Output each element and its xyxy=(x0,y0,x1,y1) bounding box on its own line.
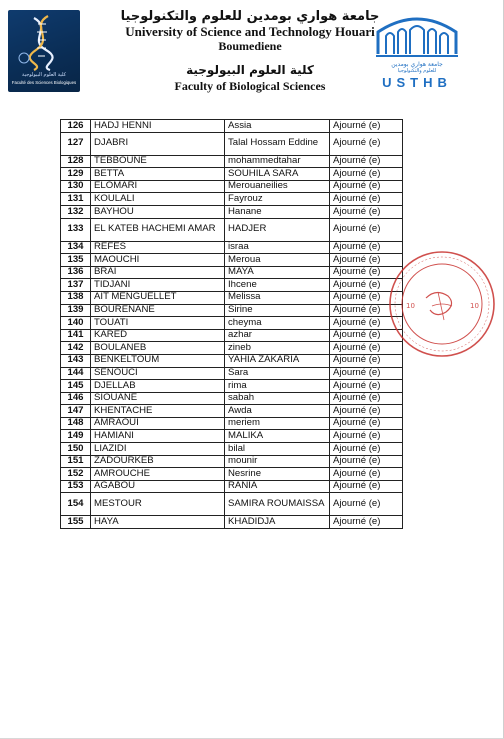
last-name-cell: MAOUCHI xyxy=(91,254,225,267)
row-number: 142 xyxy=(61,342,91,355)
table-row xyxy=(61,304,403,317)
table-row xyxy=(61,291,403,304)
decision-cell: Ajourné (e) xyxy=(330,317,403,330)
first-name-cell: Meroua xyxy=(225,254,330,267)
table-row xyxy=(61,329,403,342)
first-name-cell: mounir xyxy=(225,455,330,468)
decision-cell: Ajourné (e) xyxy=(330,342,403,355)
svg-text:10: 10 xyxy=(406,302,415,310)
table-row xyxy=(61,468,403,481)
first-name-cell: Fayrouz xyxy=(225,193,330,206)
row-number: 151 xyxy=(61,455,91,468)
row-number: 144 xyxy=(61,367,91,380)
last-name-cell: BRAI xyxy=(91,266,225,279)
first-name-cell: Melissa xyxy=(225,291,330,304)
table-row xyxy=(61,266,403,279)
last-name-cell: SENOUCI xyxy=(91,367,225,380)
first-name-cell: mohammedtahar xyxy=(225,155,330,168)
first-name-cell: azhar xyxy=(225,329,330,342)
first-name-cell: Hanane xyxy=(225,205,330,218)
row-number: 136 xyxy=(61,266,91,279)
first-name-cell: Awda xyxy=(225,405,330,418)
table-row xyxy=(61,120,403,133)
row-number: 154 xyxy=(61,493,91,516)
first-name-cell: Talal Hossam Eddine xyxy=(225,132,330,155)
row-number: 133 xyxy=(61,218,91,241)
table-row xyxy=(61,254,403,267)
last-name-cell: HAMIANI xyxy=(91,430,225,443)
first-name-cell: MALIKA xyxy=(225,430,330,443)
decision-cell: Ajourné (e) xyxy=(330,493,403,516)
university-name-arabic: جامعة هواري بومدين للعلوم والتكنولوجيا xyxy=(120,9,380,24)
row-number: 130 xyxy=(61,180,91,193)
row-number: 152 xyxy=(61,468,91,481)
decision-cell: Ajourné (e) xyxy=(330,168,403,181)
decision-cell: Ajourné (e) xyxy=(330,279,403,292)
last-name-cell: BOURENANE xyxy=(91,304,225,317)
table-row xyxy=(61,443,403,456)
last-name-cell: TIDJANI xyxy=(91,279,225,292)
usthb-arches-icon xyxy=(374,10,460,60)
first-name-cell: israa xyxy=(225,241,330,254)
table-row xyxy=(61,430,403,443)
table-row xyxy=(61,218,403,241)
first-name-cell: Sirine xyxy=(225,304,330,317)
row-number: 143 xyxy=(61,354,91,367)
first-name-cell: HADJER xyxy=(225,218,330,241)
last-name-cell: REFES xyxy=(91,241,225,254)
table-row xyxy=(61,493,403,516)
results-table xyxy=(60,119,403,529)
row-number: 138 xyxy=(61,291,91,304)
last-name-cell: TEBBOUNE xyxy=(91,155,225,168)
row-number: 155 xyxy=(61,516,91,529)
row-number: 149 xyxy=(61,430,91,443)
decision-cell: Ajourné (e) xyxy=(330,218,403,241)
table-row xyxy=(61,241,403,254)
decision-cell: Ajourné (e) xyxy=(330,380,403,393)
decision-cell: Ajourné (e) xyxy=(330,354,403,367)
row-number: 147 xyxy=(61,405,91,418)
table-row xyxy=(61,405,403,418)
decision-cell: Ajourné (e) xyxy=(330,468,403,481)
last-name-cell: DJELLAB xyxy=(91,380,225,393)
faculty-name-arabic: كلية العلوم البيولوجية xyxy=(186,63,314,77)
row-number: 137 xyxy=(61,279,91,292)
usthb-acronym: USTHB xyxy=(382,75,452,90)
last-name-cell: BAYHOU xyxy=(91,205,225,218)
university-name-line1: University of Science and Technology Houari xyxy=(125,24,375,39)
table-row xyxy=(61,132,403,155)
table-row xyxy=(61,417,403,430)
results-table-body xyxy=(61,120,403,529)
decision-cell: Ajourné (e) xyxy=(330,132,403,155)
row-number: 127 xyxy=(61,132,91,155)
row-number: 153 xyxy=(61,480,91,493)
table-row xyxy=(61,342,403,355)
last-name-cell: LIAZIDI xyxy=(91,443,225,456)
row-number: 128 xyxy=(61,155,91,168)
row-number: 145 xyxy=(61,380,91,393)
row-number: 134 xyxy=(61,241,91,254)
last-name-cell: ELOMARI xyxy=(91,180,225,193)
table-row xyxy=(61,480,403,493)
decision-cell: Ajourné (e) xyxy=(330,417,403,430)
decision-cell: Ajourné (e) xyxy=(330,155,403,168)
table-row xyxy=(61,180,403,193)
table-row xyxy=(61,155,403,168)
first-name-cell: SAMIRA ROUMAISSA xyxy=(225,493,330,516)
last-name-cell: SIOUANE xyxy=(91,392,225,405)
row-number: 148 xyxy=(61,417,91,430)
usthb-logo xyxy=(374,10,460,92)
first-name-cell: MAYA xyxy=(225,266,330,279)
decision-cell: Ajourné (e) xyxy=(330,193,403,206)
faculty-logo xyxy=(8,10,80,92)
first-name-cell: meriem xyxy=(225,417,330,430)
table-row xyxy=(61,279,403,292)
last-name-cell: HADJ HENNI xyxy=(91,120,225,133)
table-row xyxy=(61,516,403,529)
decision-cell: Ajourné (e) xyxy=(330,291,403,304)
decision-cell: Ajourné (e) xyxy=(330,180,403,193)
decision-cell: Ajourné (e) xyxy=(330,367,403,380)
first-name-cell: SOUHILA SARA xyxy=(225,168,330,181)
logo-arabic-text: كلية العلوم البيولوجية xyxy=(22,72,66,78)
row-number: 139 xyxy=(61,304,91,317)
faculty-name: Faculty of Biological Sciences xyxy=(174,79,326,93)
last-name-cell: AGABOU xyxy=(91,480,225,493)
table-row xyxy=(61,354,403,367)
svg-text:10: 10 xyxy=(470,302,479,310)
last-name-cell: KHENTACHE xyxy=(91,405,225,418)
last-name-cell: BOULANEB xyxy=(91,342,225,355)
decision-cell: Ajourné (e) xyxy=(330,241,403,254)
first-name-cell: Ihcene xyxy=(225,279,330,292)
first-name-cell: cheyma xyxy=(225,317,330,330)
table-row xyxy=(61,380,403,393)
table-row xyxy=(61,367,403,380)
first-name-cell: Nesrine xyxy=(225,468,330,481)
decision-cell: Ajourné (e) xyxy=(330,120,403,133)
first-name-cell: bilal xyxy=(225,443,330,456)
last-name-cell: MESTOUR xyxy=(91,493,225,516)
last-name-cell: BETTA xyxy=(91,168,225,181)
last-name-cell: AMRAOUI xyxy=(91,417,225,430)
last-name-cell: AMROUCHE xyxy=(91,468,225,481)
first-name-cell: Merouaneilies xyxy=(225,180,330,193)
decision-cell: Ajourné (e) xyxy=(330,516,403,529)
logo-caption: Faculté des Sciences Biologiques xyxy=(11,80,77,85)
decision-cell: Ajourné (e) xyxy=(330,304,403,317)
first-name-cell: KHADIDJA xyxy=(225,516,330,529)
first-name-cell: Sara xyxy=(225,367,330,380)
table-row xyxy=(61,455,403,468)
usthb-arabic-line2: للعلوم والتكنولوجيا xyxy=(397,68,437,74)
decision-cell: Ajourné (e) xyxy=(330,480,403,493)
last-name-cell: KOULALI xyxy=(91,193,225,206)
row-number: 150 xyxy=(61,443,91,456)
dna-icon xyxy=(8,10,80,72)
row-number: 135 xyxy=(61,254,91,267)
row-number: 141 xyxy=(61,329,91,342)
table-row xyxy=(61,193,403,206)
table-row xyxy=(61,168,403,181)
last-name-cell: BENKELTOUM xyxy=(91,354,225,367)
last-name-cell: TOUATI xyxy=(91,317,225,330)
decision-cell: Ajourné (e) xyxy=(330,405,403,418)
decision-cell: Ajourné (e) xyxy=(330,254,403,267)
first-name-cell: rima xyxy=(225,380,330,393)
decision-cell: Ajourné (e) xyxy=(330,205,403,218)
decision-cell: Ajourné (e) xyxy=(330,392,403,405)
last-name-cell: DJABRI xyxy=(91,132,225,155)
first-name-cell: sabah xyxy=(225,392,330,405)
decision-cell: Ajourné (e) xyxy=(330,329,403,342)
last-name-cell: KARED xyxy=(91,329,225,342)
last-name-cell: AIT MENGUELLET xyxy=(91,291,225,304)
row-number: 132 xyxy=(61,205,91,218)
row-number: 131 xyxy=(61,193,91,206)
first-name-cell: zineb xyxy=(225,342,330,355)
row-number: 146 xyxy=(61,392,91,405)
last-name-cell: ZADOURKEB xyxy=(91,455,225,468)
first-name-cell: Assia xyxy=(225,120,330,133)
table-row xyxy=(61,392,403,405)
table-row xyxy=(61,317,403,330)
row-number: 140 xyxy=(61,317,91,330)
row-number: 129 xyxy=(61,168,91,181)
first-name-cell: YAHIA ZAKARIA xyxy=(225,354,330,367)
last-name-cell: EL KATEB HACHEMI AMAR xyxy=(91,218,225,241)
decision-cell: Ajourné (e) xyxy=(330,430,403,443)
decision-cell: Ajourné (e) xyxy=(330,455,403,468)
first-name-cell: RANIA xyxy=(225,480,330,493)
decision-cell: Ajourné (e) xyxy=(330,443,403,456)
row-number: 126 xyxy=(61,120,91,133)
usthb-arabic-line1: جامعة هواري بومدين xyxy=(391,61,443,68)
university-name-line2: Boumediene xyxy=(218,39,282,53)
table-row xyxy=(61,205,403,218)
decision-cell: Ajourné (e) xyxy=(330,266,403,279)
last-name-cell: HAYA xyxy=(91,516,225,529)
